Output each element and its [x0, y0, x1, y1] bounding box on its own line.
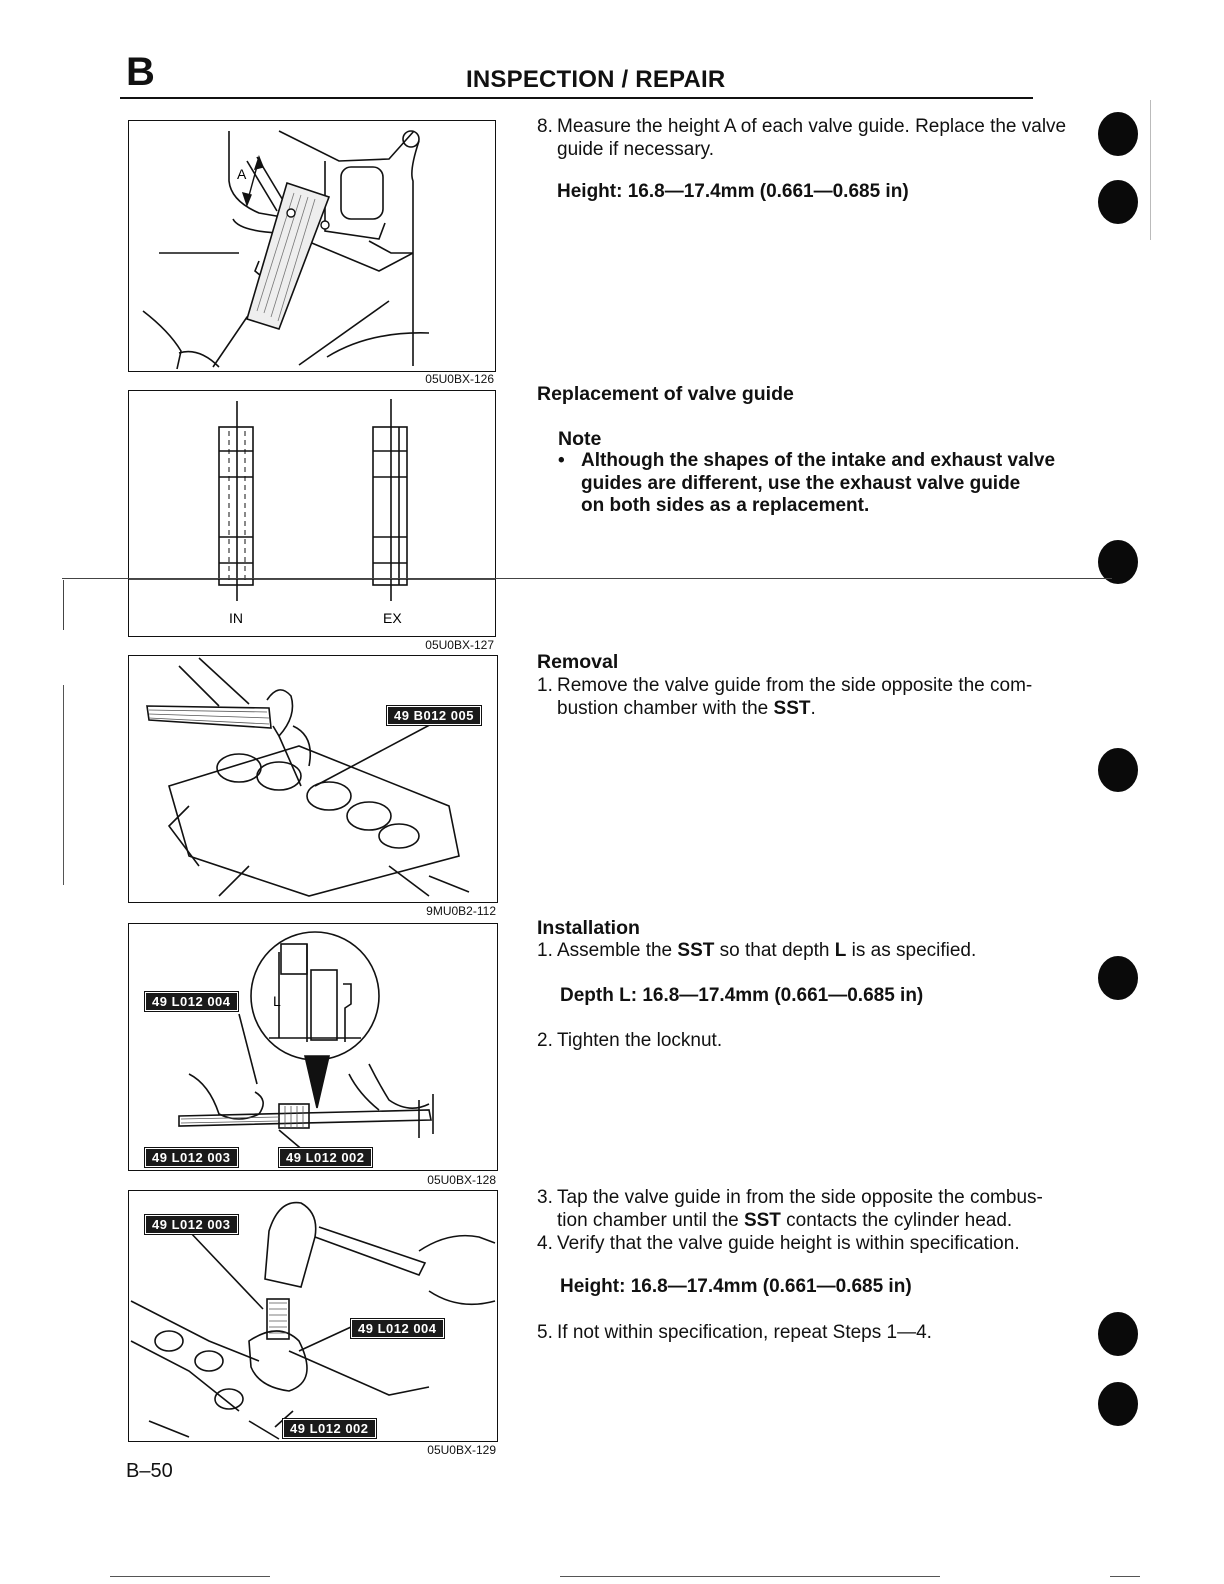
figure-code: 05U0BX-126	[425, 372, 494, 386]
label-l: L	[273, 993, 281, 1009]
fold-line	[62, 578, 1112, 579]
installation-step-1-mid: so that depth	[714, 940, 835, 961]
figure-valve-guide-installation	[128, 1190, 498, 1442]
installation-step-1-end: is as specified.	[846, 940, 977, 961]
installation-step-3	[537, 1186, 1077, 1236]
tool-tag: 49 L012 004	[145, 992, 238, 1011]
title-rule	[120, 97, 1033, 99]
removal-step-1	[537, 674, 1077, 724]
figure-valve-guide-height	[128, 120, 496, 372]
installation-step-2	[537, 1029, 1077, 1054]
removal-heading: Removal	[537, 651, 619, 673]
depth-spec: Depth L: 16.8—17.4mm (0.661—0.685 in)	[560, 985, 924, 1006]
removal-drawing	[129, 656, 497, 902]
replacement-heading: Replacement of valve guide	[537, 383, 794, 405]
figure-sst-assembly	[128, 923, 498, 1171]
binding-hole	[1098, 1382, 1138, 1426]
step-number: 5.	[537, 1322, 553, 1343]
note-line-2: guides are different, use the exhaust valve guide	[581, 472, 1021, 494]
section-letter: B	[126, 50, 155, 94]
step-number: 2.	[537, 1030, 553, 1051]
tool-tag: 49 L012 003	[145, 1215, 238, 1234]
tool-tag: 49 L012 004	[351, 1319, 444, 1338]
note-label: Note	[558, 428, 602, 450]
step-number: 3.	[537, 1187, 553, 1208]
removal-line-2: bustion chamber with the	[557, 698, 774, 719]
installation-step-5-text: If not within specification, repeat Steps 1—4.	[557, 1322, 932, 1343]
tool-tag: 49 B012 005	[387, 706, 481, 725]
sst-assembly-drawing	[129, 924, 497, 1170]
step-8	[537, 115, 1077, 165]
installation-step-4	[537, 1232, 1077, 1257]
removal-line-1: Remove the valve guide from the side opposite the com-	[557, 675, 1033, 696]
valve-guides-drawing	[129, 391, 495, 636]
sst-term: SST	[743, 1210, 781, 1231]
tool-tag: 49 L012 002	[279, 1148, 372, 1167]
installation-step-1	[537, 939, 1077, 964]
binding-hole	[1098, 956, 1138, 1000]
installation-step-3-line-2: tion chamber until the	[557, 1210, 744, 1231]
removal-line-2-end: .	[810, 698, 816, 719]
step-number: 1.	[537, 675, 553, 696]
tool-tag: 49 L012 003	[145, 1148, 238, 1167]
figure-code: 05U0BX-127	[425, 638, 494, 652]
installation-heading: Installation	[537, 917, 640, 939]
step-number: 8.	[537, 116, 553, 137]
label-in: IN	[229, 610, 243, 626]
step-8-line-2: guide if necessary.	[557, 139, 715, 160]
installation-step-1-text: Assemble the	[557, 940, 678, 961]
installation-step-3-line-1: Tap the valve guide in from the side opposite the combus-	[557, 1187, 1043, 1208]
edge-mark	[63, 580, 64, 630]
figure-code: 05U0BX-129	[427, 1443, 496, 1457]
note-line-3: on both sides as a replacement.	[581, 495, 870, 516]
step-number: 1.	[537, 940, 553, 961]
height-spec: Height: 16.8—17.4mm (0.661—0.685 in)	[560, 1276, 912, 1297]
valve-guide-height-drawing	[129, 121, 495, 371]
installation-step-4-text: Verify that the valve guide height is within specification.	[557, 1233, 1020, 1254]
binding-hole	[1098, 180, 1138, 224]
figure-valve-guides-in-ex	[128, 390, 496, 637]
sst-term: SST	[677, 940, 715, 961]
depth-l-term: L	[834, 940, 847, 961]
height-spec: Height: 16.8—17.4mm (0.661—0.685 in)	[557, 181, 909, 202]
step-number: 4.	[537, 1233, 553, 1254]
edge-mark	[63, 685, 64, 885]
figure-valve-guide-removal	[128, 655, 498, 903]
step-8-line-1: Measure the height A of each valve guide. Replace the valve	[557, 116, 1067, 137]
figure-code: 9MU0B2-112	[426, 904, 496, 918]
installation-step-3-line-2-end: contacts the cylinder head.	[780, 1210, 1013, 1231]
note-line-1: Although the shapes of the intake and exhaust valve	[581, 450, 1056, 471]
label-a: A	[237, 166, 247, 182]
binding-hole	[1098, 112, 1138, 156]
label-ex: EX	[383, 610, 402, 626]
footer-rule	[110, 1576, 270, 1577]
footer-rule	[560, 1576, 940, 1577]
installation-step-2-text: Tighten the locknut.	[557, 1030, 723, 1051]
installation-step-5	[537, 1321, 1077, 1346]
sst-term: SST	[773, 698, 811, 719]
binding-hole	[1098, 1312, 1138, 1356]
bullet: •	[558, 450, 565, 471]
edge-mark	[1150, 100, 1151, 240]
tool-tag: 49 L012 002	[283, 1419, 376, 1438]
page-number: B–50	[126, 1460, 173, 1482]
page-title: INSPECTION / REPAIR	[466, 66, 726, 93]
binding-hole	[1098, 748, 1138, 792]
footer-rule	[1110, 1576, 1140, 1577]
figure-code: 05U0BX-128	[427, 1173, 496, 1187]
